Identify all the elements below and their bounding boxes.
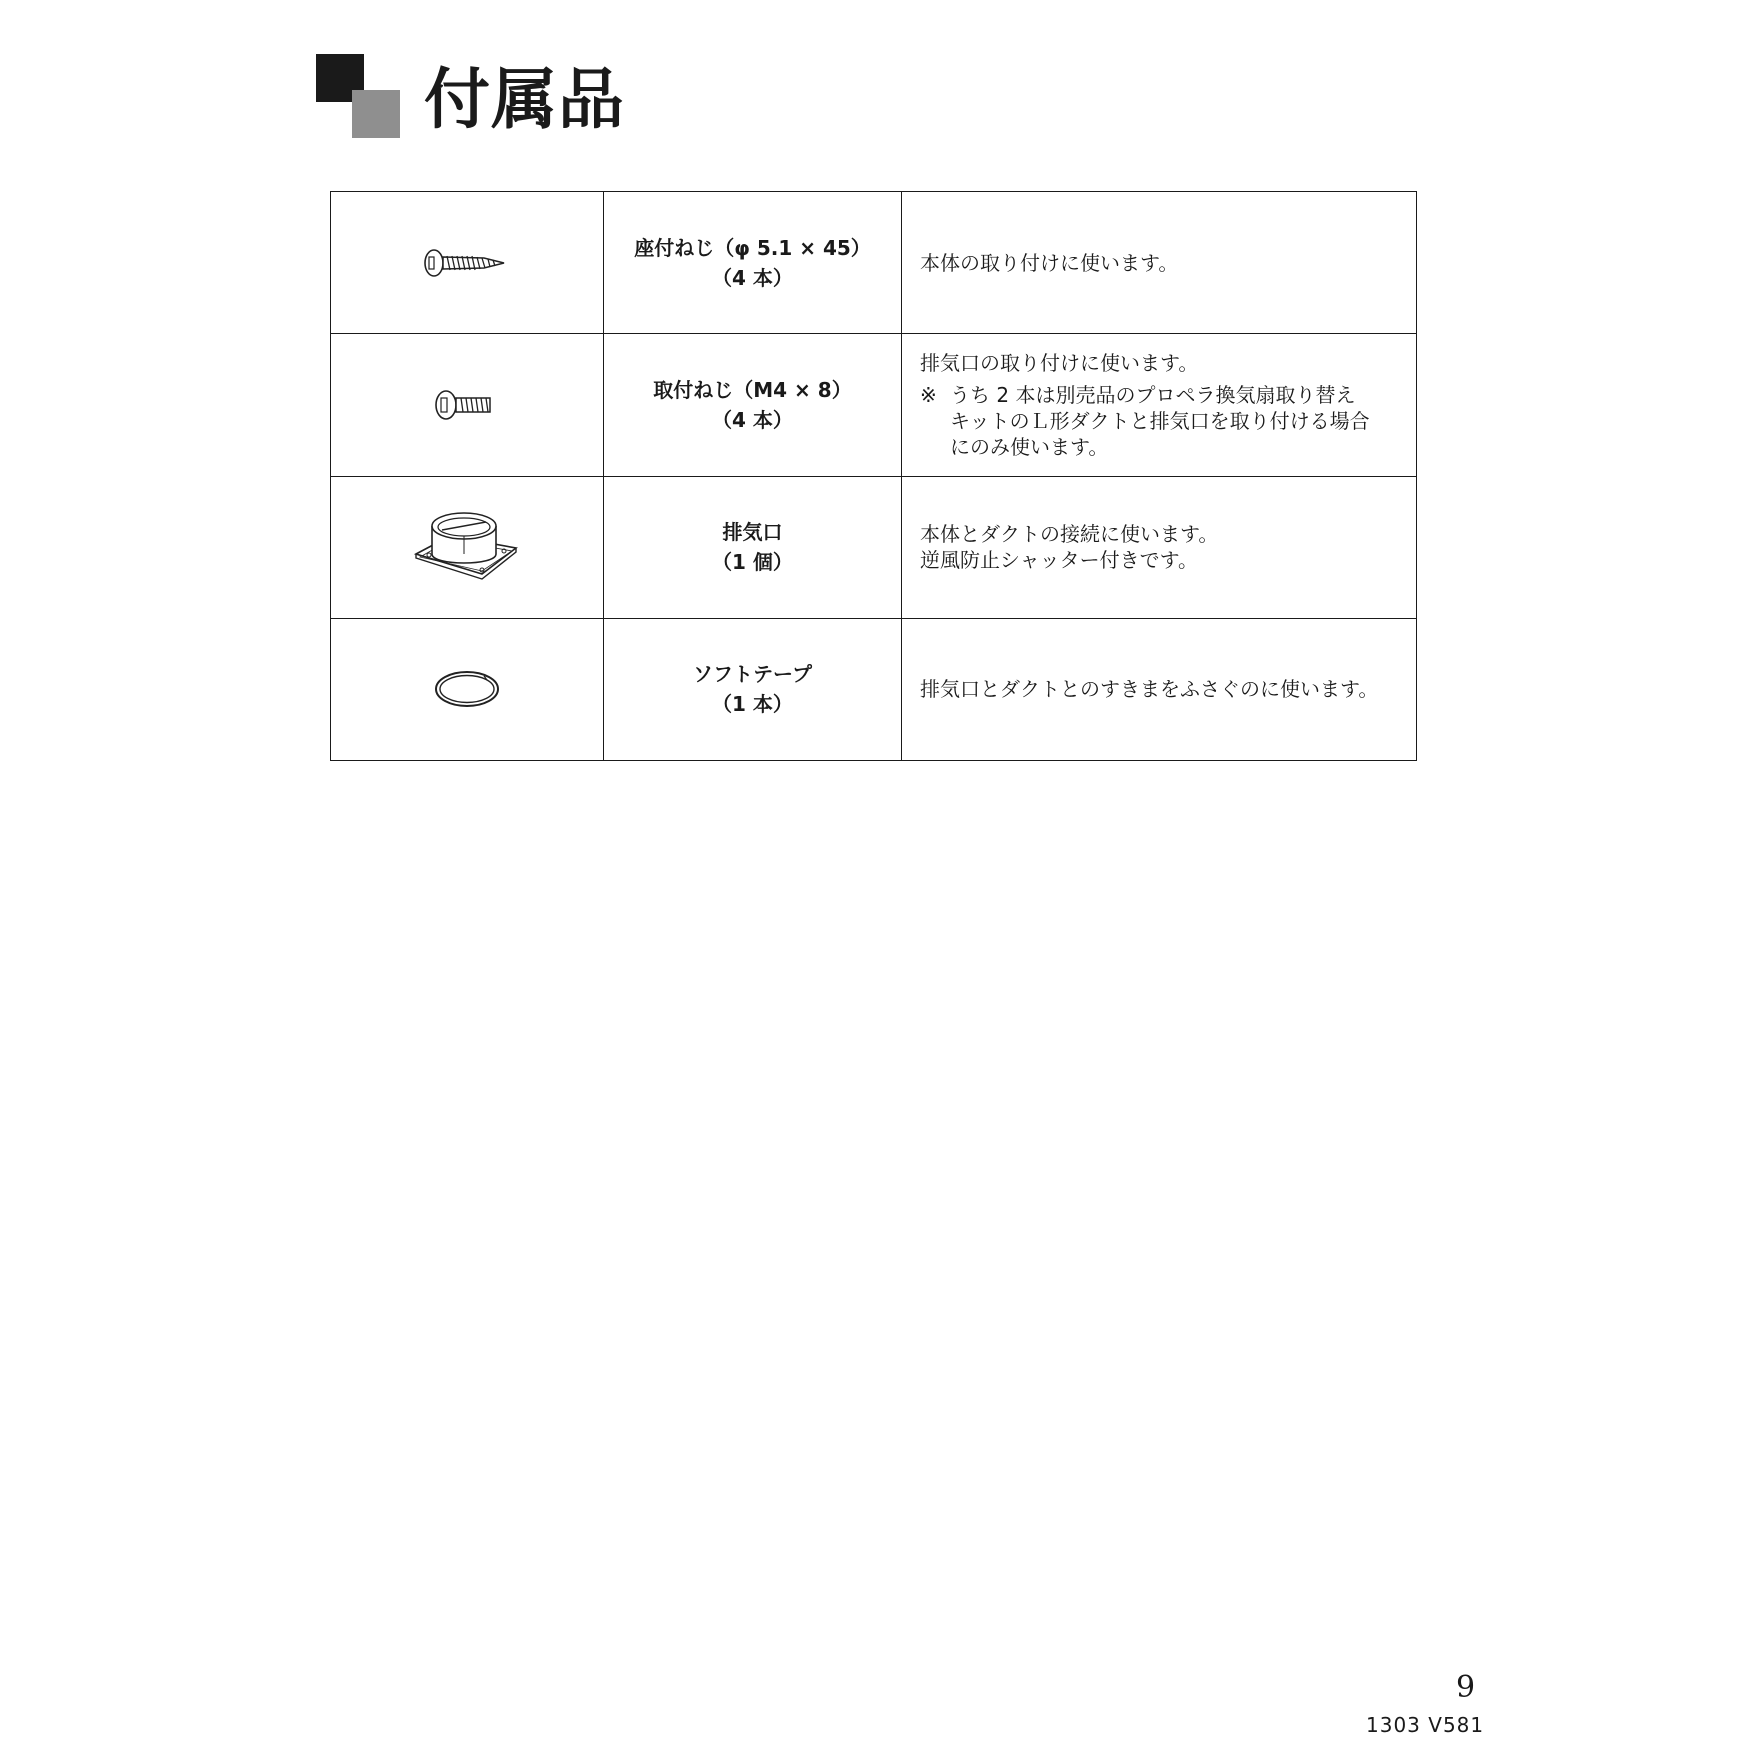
part-name: 取付ねじ（M4 × 8） bbox=[653, 377, 852, 402]
page-number: 9 bbox=[1456, 1670, 1476, 1705]
part-description-cell bbox=[902, 476, 1417, 618]
note-line: キットのＬ形ダクトと排気口を取り付ける場合 bbox=[950, 408, 1370, 433]
part-note bbox=[920, 382, 1404, 460]
part-quantity: （4 本） bbox=[712, 265, 793, 290]
part-description-cell bbox=[902, 334, 1417, 476]
part-description-cell bbox=[902, 618, 1417, 760]
part-image-cell bbox=[331, 192, 604, 334]
document-code: 1303 V581 bbox=[1366, 1713, 1485, 1737]
part-name: ソフトテープ bbox=[693, 662, 812, 687]
part-description: 排気口の取り付けに使います。 bbox=[920, 350, 1199, 375]
table-row bbox=[331, 476, 1417, 618]
part-name: 座付ねじ（φ 5.1 × 45） bbox=[634, 235, 871, 260]
accessories-table bbox=[330, 191, 1417, 761]
part-description: 本体の取り付けに使います。 bbox=[920, 250, 1179, 275]
part-description: 排気口とダクトとのすきまをふさぐのに使います。 bbox=[920, 677, 1379, 702]
part-name-cell bbox=[604, 476, 902, 618]
part-image-cell bbox=[331, 334, 604, 476]
note-line: うち 2 本は別売品のプロペラ換気扇取り替え bbox=[950, 382, 1356, 407]
part-name-cell bbox=[604, 334, 902, 476]
part-quantity: （4 本） bbox=[712, 407, 793, 432]
part-name: 排気口 bbox=[722, 520, 783, 545]
part-description-cell bbox=[902, 192, 1417, 334]
part-quantity: （1 個） bbox=[712, 550, 793, 575]
part-name-cell bbox=[604, 192, 902, 334]
note-mark: ※ bbox=[920, 382, 937, 407]
part-description: 本体とダクトの接続に使います。 bbox=[920, 522, 1219, 547]
note-line: にのみ使います。 bbox=[950, 434, 1109, 459]
tapping-screw-icon bbox=[422, 243, 512, 283]
part-name-cell bbox=[604, 618, 902, 760]
table-row bbox=[331, 334, 1417, 476]
part-image-cell bbox=[331, 476, 604, 618]
heading-marker-gray bbox=[352, 90, 400, 138]
part-quantity: （1 本） bbox=[712, 692, 793, 717]
part-image-cell bbox=[331, 618, 604, 760]
exhaust-outlet-icon bbox=[412, 502, 522, 592]
table-row bbox=[331, 192, 1417, 334]
machine-screw-icon bbox=[432, 385, 502, 425]
page-title: 付属品 bbox=[424, 61, 625, 138]
section-heading bbox=[316, 54, 716, 138]
table-row bbox=[331, 618, 1417, 760]
part-description: 逆風防止シャッター付きです。 bbox=[920, 548, 1198, 573]
soft-tape-ring-icon bbox=[429, 664, 505, 714]
